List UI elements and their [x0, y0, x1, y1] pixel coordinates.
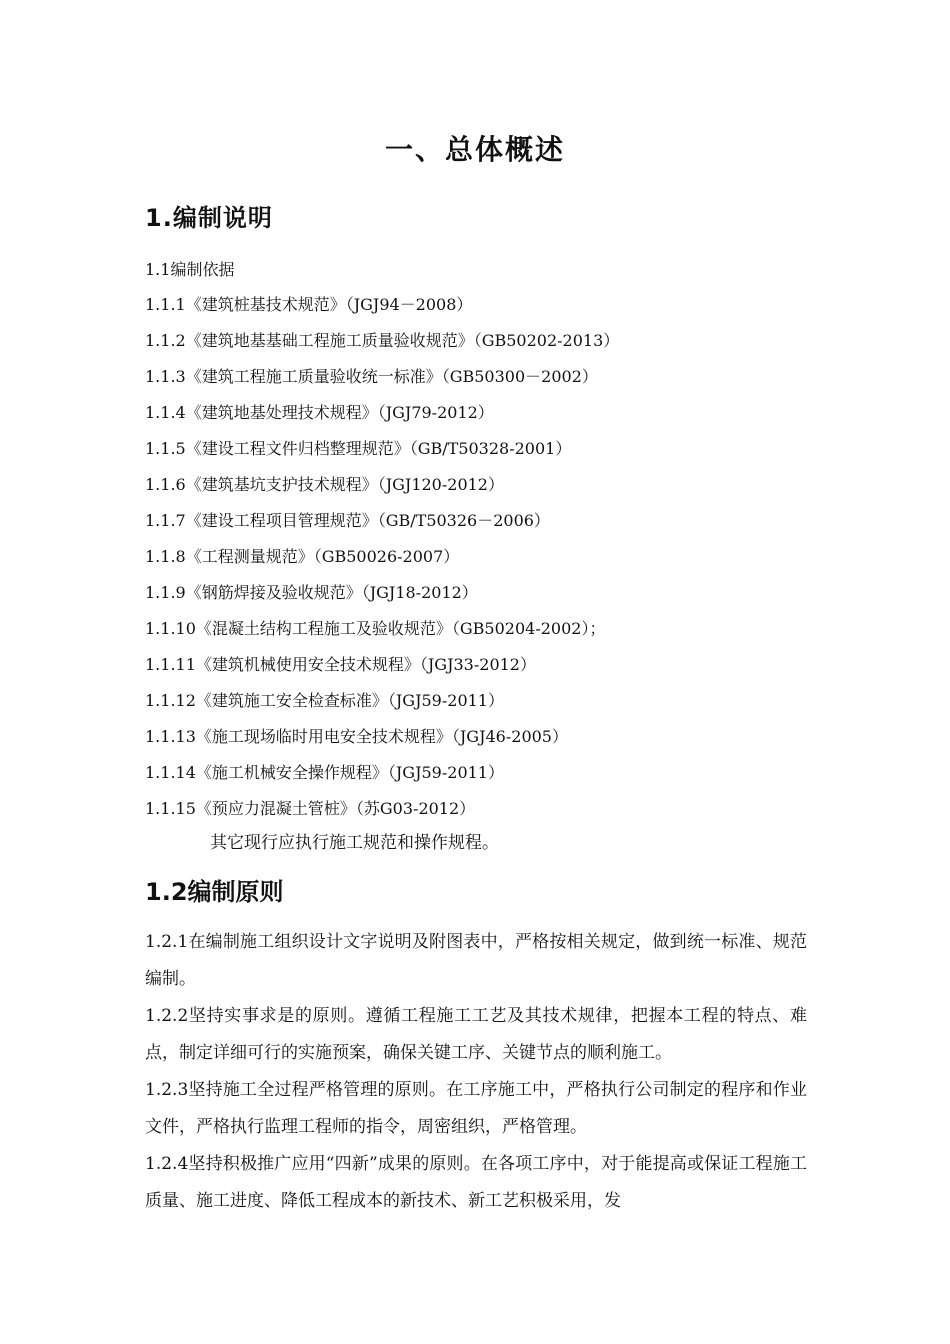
reference-item: 1.1.7《建设工程项目管理规范》（GB/T50326－2006）: [145, 511, 550, 530]
reference-item: 1.1.5《建设工程文件归档整理规范》（GB/T50328-2001）: [145, 439, 572, 458]
document-title: 一、总体概述: [384, 133, 565, 166]
sub-heading-compilation-basis: 1.1编制依据: [145, 260, 235, 279]
section-heading-compilation-notes: 1.编制说明: [145, 204, 273, 232]
section-heading-compilation-principles: 1.2编制原则: [145, 878, 284, 906]
reference-item: 1.1.11《建筑机械使用安全技术规程》（JGJ33-2012）: [145, 655, 536, 674]
reference-item: 1.1.9《钢筋焊接及验收规范》（JGJ18-2012）: [145, 583, 478, 602]
principle-paragraph: 1.2.2坚持实事求是的原则。遵循工程施工工艺及其技术规律，把握本工程的特点、难点，制定详细可行的实施预案，确保关键工序、关键节点的顺利施工。: [145, 1006, 807, 1063]
reference-item: 1.1.8《工程测量规范》（GB50026-2007）: [145, 547, 460, 566]
principles-body: [145, 924, 807, 1220]
reference-item: 1.1.6《建筑基坑支护技术规程》（JGJ120-2012）: [145, 475, 504, 494]
reference-item: 1.1.14《施工机械安全操作规程》（JGJ59-2011）: [145, 763, 504, 782]
reference-item: 1.1.10《混凝土结构工程施工及验收规范》（GB50204-2002）；: [145, 619, 606, 638]
reference-item: 1.1.12《建筑施工安全检查标准》（JGJ59-2011）: [145, 691, 504, 710]
reference-standards-list: [145, 290, 619, 830]
reference-item: 1.1.15《预应力混凝土管桩》（苏G03-2012）: [145, 799, 476, 818]
reference-item: 1.1.3《建筑工程施工质量验收统一标准》（GB50300－2002）: [145, 367, 598, 386]
reference-item: 1.1.1《建筑桩基技术规范》（JGJ94－2008）: [145, 295, 473, 314]
reference-item: 1.1.13《施工现场临时用电安全技术规程》（JGJ46-2005）: [145, 727, 568, 746]
principle-paragraph: 1.2.3坚持施工全过程严格管理的原则。在工序施工中，严格执行公司制定的程序和作业文件，严格执行监理工程师的指令，周密组织，严格管理。: [145, 1080, 807, 1137]
principle-paragraph: 1.2.4坚持积极推广应用“四新”成果的原则。在各项工序中，对于能提高或保证工程施工质量、施工进度、降低工程成本的新技术、新工艺积极采用，发: [145, 1154, 807, 1211]
principle-paragraph: 1.2.1在编制施工组织设计文字说明及附图表中，严格按相关规定，做到统一标准、规范编制。: [145, 932, 807, 989]
reference-item: 1.1.4《建筑地基处理技术规程》（JGJ79-2012）: [145, 403, 494, 422]
other-standards-note: 其它现行应执行施工规范和操作规程。: [210, 833, 499, 853]
reference-item: 1.1.2《建筑地基基础工程施工质量验收规范》（GB50202-2013）: [145, 331, 620, 350]
